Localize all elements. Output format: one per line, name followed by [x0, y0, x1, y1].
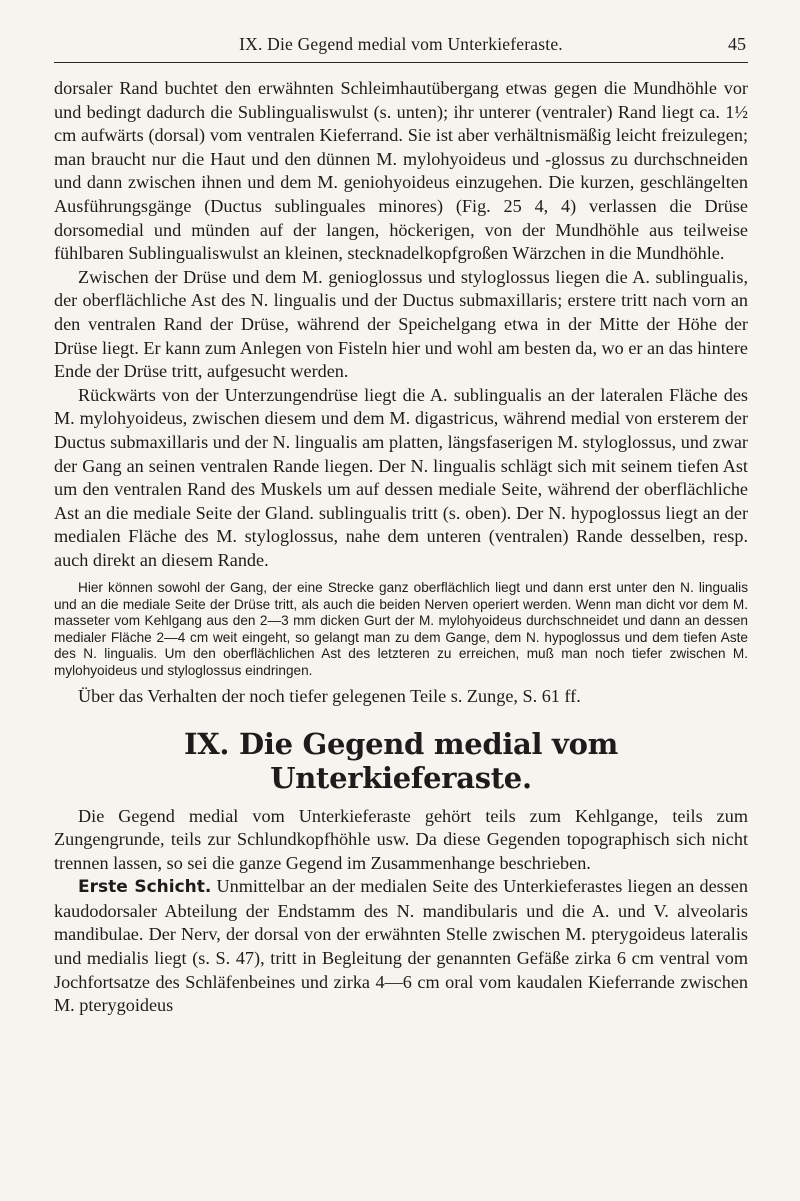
page-number: 45	[728, 34, 746, 54]
section-intro-paragraph: Die Gegend medial vom Unterkieferaste gehört teils zum Kehlgange, teils zum Zungengrunde, teils zur Schlundkopfhöhle usw. Da diese Gegenden topographisch sich nicht trennen lassen, so sei die ganze Gegend im Zusammenhange beschrieben.	[54, 805, 748, 873]
subsection-label: Erste Schicht.	[78, 877, 212, 898]
subsection-text: Unmittelbar an der medialen Seite des Unterkieferastes liegen an dessen kaudodorsaler Abteilung der Endstamm des N. mandibularis und die A. und V. alveolaris mandibulae. Der Nerv, der dorsal von der erwähnten Stelle zwischen M. pterygoideus lateralis und medialis liegt (s. S. 47), tritt in Begleitung der genannten Gefäße zirka 6 cm ventral vom Jochfortsatze des Schläfenbeines und zirka 4—6 cm oral vom kaudalen Kieferrande zwischen M. pterygoideus	[54, 876, 748, 1016]
small-print-note: Hier können sowohl der Gang, der eine Strecke ganz oberflächlich liegt und dann erst unter den N. lingualis und an die mediale Seite der Drüse tritt, als auch die beiden Nerven operiert werden. Wenn man dicht vor dem M. masseter vom Kehlgang aus den 2—3 mm dicken Gurt der M. mylohyoideus durchschneidet und dann an dessen medialer Fläche 2—4 cm weit eingeht, so gelangt man zu dem Gange, dem N. hypoglossus und dem tiefen Aste des N. lingualis. Um den oberflächlichen Ast des letzteren zu erreichen, muß man noch tiefer zwischen M. mylohyoideus und styloglossus eindringen.	[54, 580, 748, 678]
running-title: IX. Die Gegend medial vom Unterkieferaste.	[239, 34, 563, 54]
section-paragraph	[54, 875, 748, 1018]
body-paragraph: Rückwärts von der Unterzungendrüse liegt die A. sublingualis an der lateralen Fläche des M. mylohyoideus, zwischen diesem und dem M. digastricus, während medial von ersterem der Ductus submaxillaris und der N. lingualis am platten, längsfaserigen M. styloglossus, und zwar der Gang an seinen ventralen Rande liegen. Der N. lingualis schlägt sich mit seinem tiefen Ast um den ventralen Rand des Muskels um auf dessen mediale Seite, während der oberflächliche Ast an die mediale Seite der Gland. sublingualis tritt (s. oben). Der N. hypoglossus liegt an der medialen Fläche des M. styloglossus, nahe dem unteren (ventralen) Rande desselben, resp. auch direkt an diesem Rande.	[54, 384, 748, 570]
body-paragraph: Zwischen der Drüse und dem M. genioglossus und styloglossus liegen die A. sublingualis, der oberflächliche Ast des N. lingualis und der Ductus submaxillaris; erstere tritt nach vorn an den ventralen Rand der Drüse, während der Speichelgang etwa in der Mitte der Höhe der Drüse liegt. Er kann zum Anlegen von Fisteln hier und wohl am besten da, wo er an das hintere Ende der Drüse tritt, aufgesucht werden.	[54, 266, 748, 382]
body-paragraph: Über das Verhalten der noch tiefer gelegenen Teile s. Zunge, S. 61 ff.	[78, 685, 581, 706]
body-paragraph: dorsaler Rand buchtet den erwähnten Schleimhautübergang etwas gegen die Mundhöhle vor und bedingt dadurch die Sublingualiswulst (s. unten); ihr unterer (ventraler) Rand liegt ca. 1½ cm aufwärts (dorsal) vom ventralen Kieferrand. Sie ist aber verhältnismäßig leicht freizulegen; man braucht nur die Haut und den dünnen M. mylohyoideus und -glossus zu durchschneiden und dann zwischen ihnen und dem M. geniohyoideus einzugehen. Die kurzen, geschlängelten Ausführungsgänge (Ductus sublinguales minores) (Fig. 25 4, 4) verlassen die Drüse dorsomedial und münden auf der langen, höckerigen, von der Mundhöhle aus teilweise fühlbaren Sublingualiswulst an kleinen, stecknadelkopfgroßen Wärzchen in die Mundhöhle.	[54, 78, 748, 264]
section-heading: IX. Die Gegend medial vom Unterkieferaste.	[183, 726, 619, 795]
running-header	[54, 32, 748, 63]
